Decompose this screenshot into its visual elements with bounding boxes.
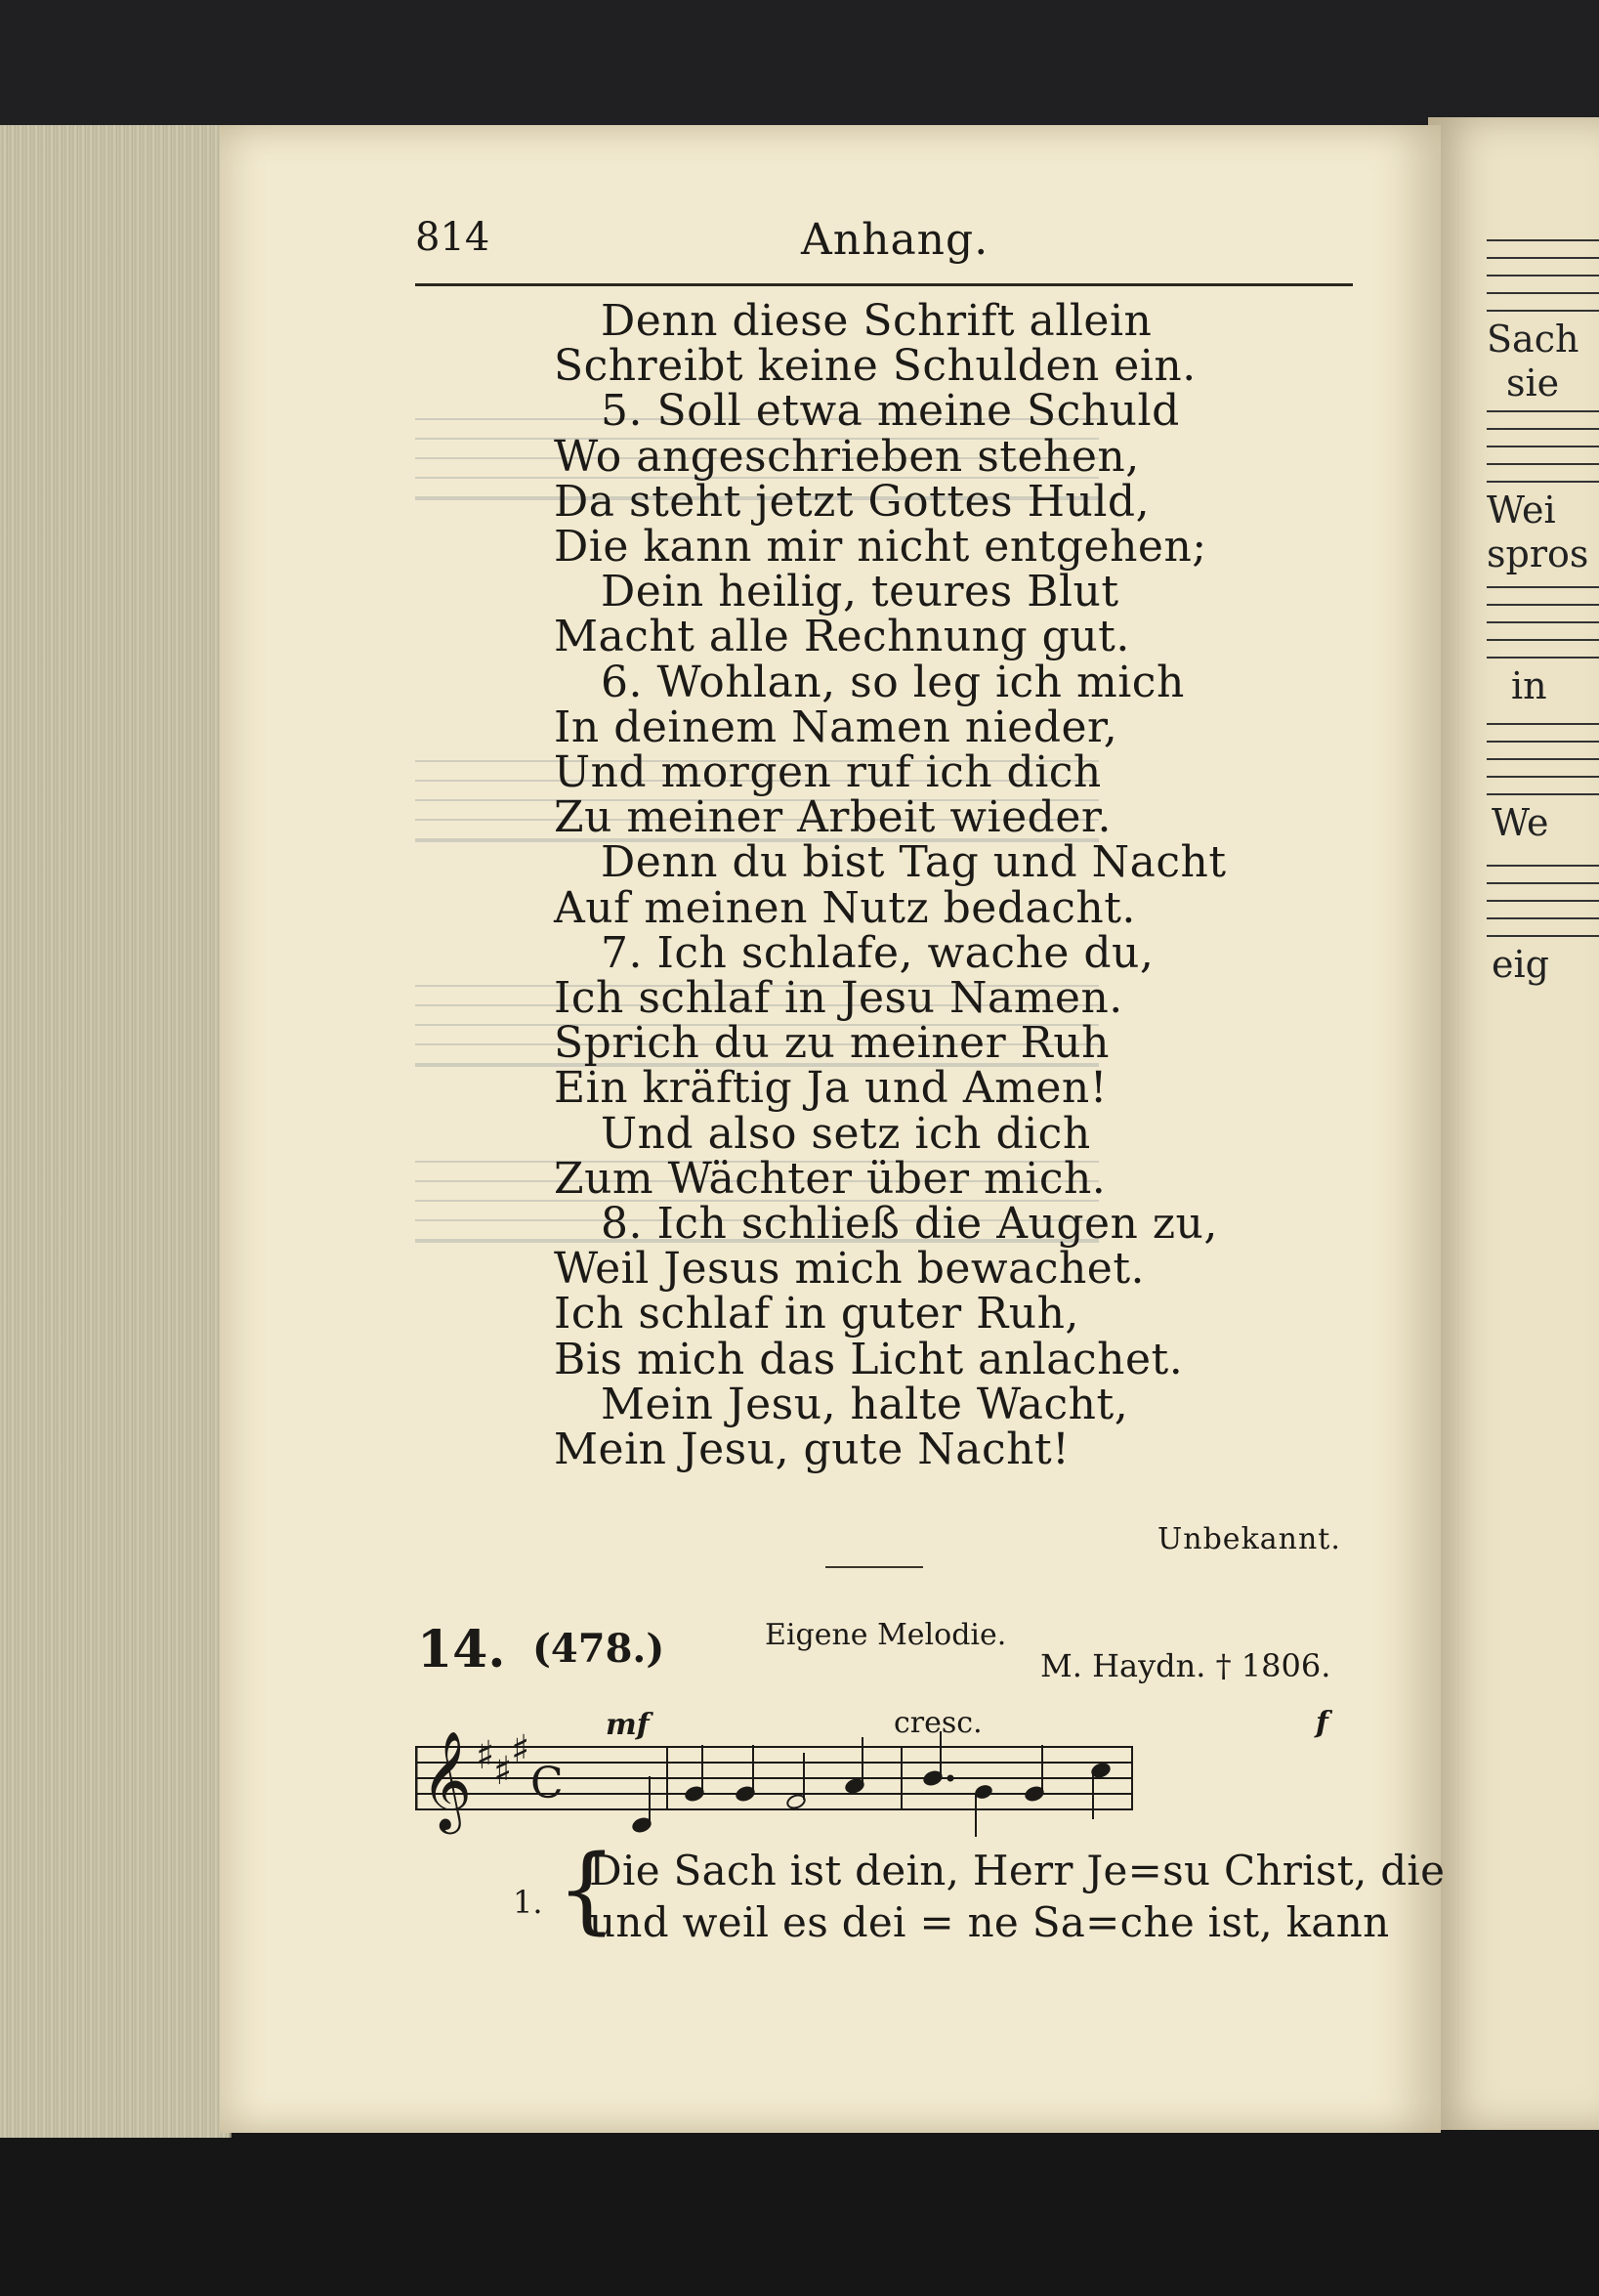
- facing-fragment: sie: [1506, 361, 1560, 404]
- verse-line: 7. Ich schlafe, wache du,: [601, 927, 1155, 978]
- facing-staff: [1487, 410, 1599, 483]
- running-head: Anhang.: [801, 215, 989, 265]
- backdrop-top: [0, 0, 1599, 127]
- composer: M. Haydn. † 1806.: [1040, 1647, 1331, 1684]
- verse-line: Auf meinen Nutz bedacht.: [554, 882, 1136, 933]
- facing-fragment: spros: [1487, 532, 1589, 575]
- verse-line: Zu meiner Arbeit wieder.: [554, 792, 1113, 843]
- header-rule: [415, 283, 1353, 286]
- music-staff: [415, 1727, 1353, 1845]
- verse-line: Und morgen ruf ich dich: [554, 747, 1102, 797]
- verse-line: Mein Jesu, gute Nacht!: [554, 1424, 1071, 1474]
- brace-icon: {: [557, 1835, 617, 1944]
- verse-line: Sprich du zu meiner Ruh: [554, 1018, 1110, 1069]
- verse-line: Weil Jesus mich bewachet.: [554, 1244, 1146, 1295]
- book-page: [220, 125, 1446, 2133]
- facing-page: [1428, 117, 1599, 2130]
- verse-line: Macht alle Rechnung gut.: [554, 612, 1130, 662]
- verse-line: Wo angeschrieben stehen,: [554, 431, 1140, 482]
- verse-line: Und also setz ich dich: [601, 1108, 1091, 1159]
- verse-line: 8. Ich schließ die Augen zu,: [601, 1199, 1218, 1249]
- backdrop-bottom: [0, 2120, 1599, 2296]
- verse-line: Ich schlaf in Jesu Namen.: [554, 973, 1123, 1023]
- verse-line: Dein heilig, teures Blut: [601, 567, 1119, 617]
- sharp-icon: ♯: [476, 1733, 495, 1778]
- verse-line: Die kann mir nicht entgehen;: [554, 522, 1207, 572]
- facing-fragment: Sach: [1487, 318, 1579, 361]
- common-time-icon: C: [530, 1759, 564, 1808]
- verse-line: Ich schlaf in guter Ruh,: [554, 1289, 1079, 1339]
- hymn-number: 14.: [417, 1620, 506, 1679]
- author-attribution: Unbekannt.: [1157, 1522, 1341, 1556]
- page-number: 814: [415, 215, 490, 260]
- book-page-edges: [0, 125, 231, 2138]
- lyric-line: und weil es dei = ne Sa=che ist, kann: [589, 1898, 1390, 1946]
- verse-line: Schreibt keine Schulden ein.: [554, 341, 1197, 392]
- facing-staff: [1487, 586, 1599, 659]
- dynamic-cresc: cresc.: [894, 1706, 983, 1740]
- lyric-line: Die Sach ist dein, Herr Je=su Christ, die: [589, 1847, 1446, 1894]
- facing-staff: [1487, 239, 1599, 312]
- sharp-icon: ♯: [493, 1749, 513, 1794]
- verse-line: Bis mich das Licht anlachet.: [554, 1334, 1184, 1384]
- verse-line: 5. Soll etwa meine Schuld: [601, 386, 1180, 437]
- verse-line: Denn diese Schrift allein: [601, 296, 1153, 346]
- facing-staff: [1487, 723, 1599, 795]
- hymn-reference: (478.): [532, 1626, 665, 1672]
- facing-fragment: in: [1511, 664, 1547, 707]
- verse-line: Ein kräftig Ja und Amen!: [554, 1063, 1108, 1114]
- verse-line: Zum Wächter über mich.: [554, 1153, 1107, 1204]
- dynamic-mf: mf: [606, 1708, 650, 1742]
- dynamic-f: f: [1316, 1706, 1328, 1740]
- treble-clef-icon: 𝄞: [421, 1729, 473, 1830]
- facing-fragment: We: [1492, 801, 1549, 844]
- page-content: [220, 125, 1446, 2133]
- verse-number: 1.: [513, 1884, 543, 1921]
- facing-fragment: eig: [1492, 943, 1549, 986]
- verse-line: Da steht jetzt Gottes Huld,: [554, 476, 1151, 527]
- melody-note: Eigene Melodie.: [765, 1618, 1007, 1652]
- verse-line: Denn du bist Tag und Nacht: [601, 837, 1227, 888]
- verse-line: In deinem Namen nieder,: [554, 702, 1118, 752]
- sharp-icon: ♯: [511, 1727, 530, 1772]
- section-divider: [825, 1566, 923, 1568]
- facing-staff: [1487, 865, 1599, 937]
- facing-fragment: Wei: [1487, 489, 1556, 531]
- verse-line: 6. Wohlan, so leg ich mich: [601, 657, 1185, 707]
- verse-line: Mein Jesu, halte Wacht,: [601, 1379, 1129, 1429]
